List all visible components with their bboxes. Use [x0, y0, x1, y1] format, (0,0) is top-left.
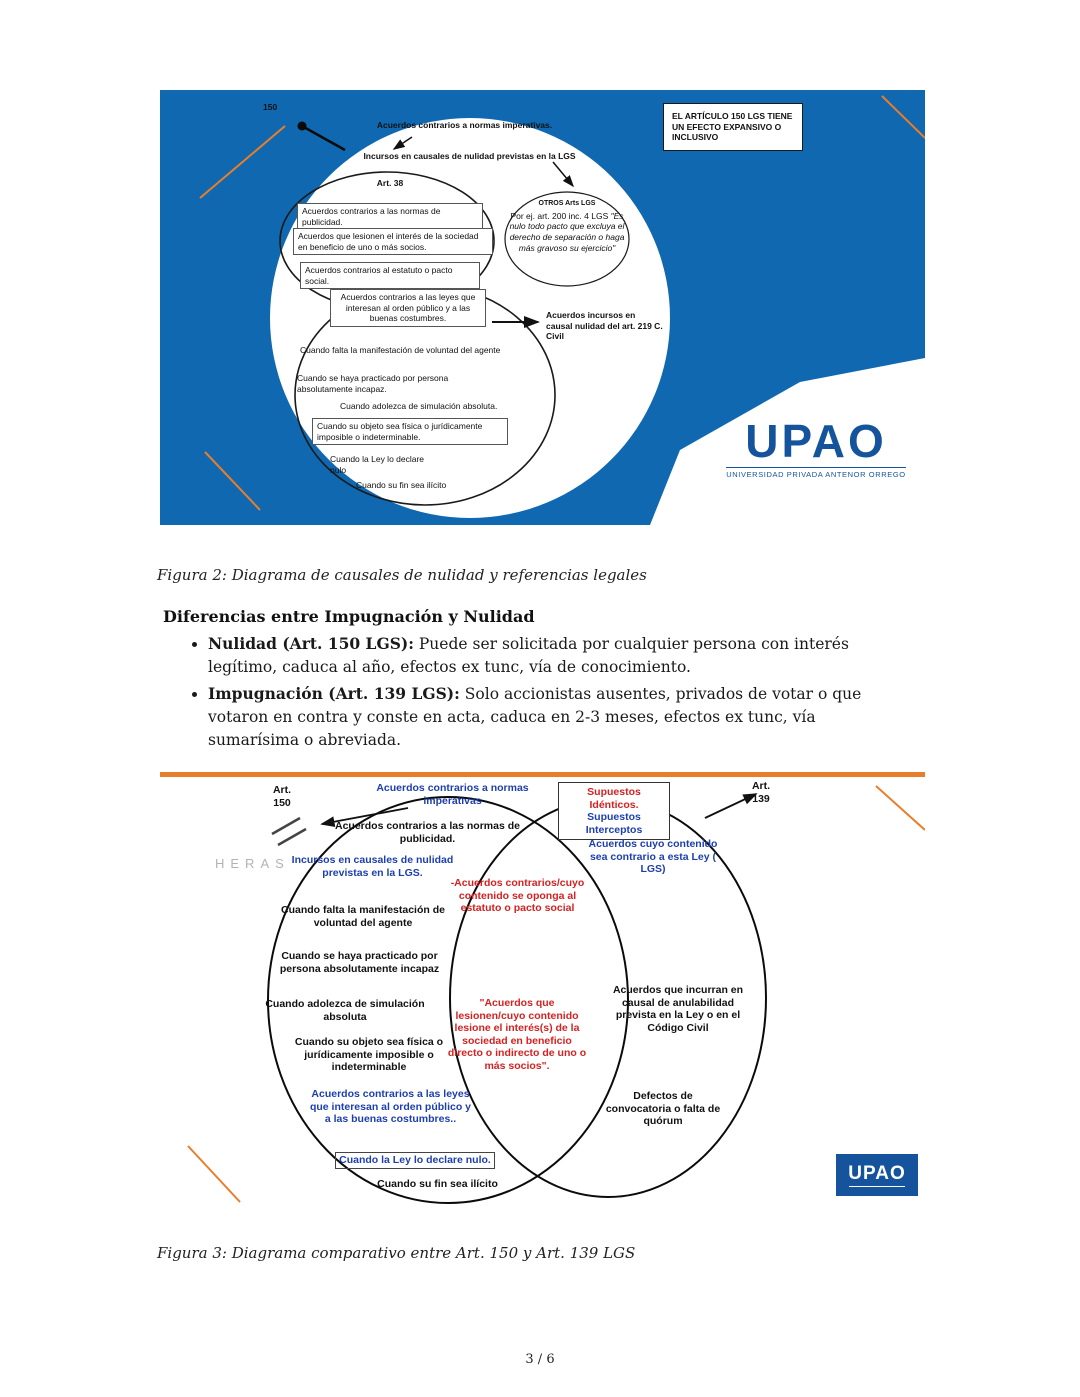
- fig2-art38-item-3: Acuerdos contrarios al estatuto o pacto social.: [300, 262, 480, 289]
- page-number: 3 / 6: [525, 1352, 555, 1367]
- fig2-otros-quote: "Es nulo todo pacto que excluya el derecho de separación o haga más gravoso su ejercicio": [509, 210, 625, 253]
- fig3-defectos-lead: Defectos de: [633, 1090, 693, 1102]
- fig3-supuestos-identicos: Supuestos Idénticos.: [587, 786, 641, 811]
- fig3-center-red-1: -Acuerdos contrarios/cuyo contenido se oponga al estatuto o pacto social: [450, 877, 585, 915]
- fig3-left-blue-3: Acuerdos contrarios a las leyes que interesan al orden público y a las buenas costumbres..: [309, 1088, 472, 1126]
- fig3-defectos-text: convocatoria o falta de quórum: [605, 1102, 721, 1128]
- fig3-left-blue-2: Incursos en causales de nulidad previstas en la LGS.: [291, 854, 454, 879]
- hash-mark: [272, 818, 300, 834]
- bullet-impugnacion: [208, 682, 892, 753]
- bullet-nulidad: [208, 632, 892, 680]
- bullet-nulidad-lead: Nulidad (Art. 150 LGS):: [208, 634, 414, 653]
- fig2-overlap-item: Acuerdos contrarios a las leyes que interesan al orden público y a las buenas costumbres.: [330, 289, 486, 327]
- orange-accent-line: [200, 126, 285, 198]
- fig2-civil-item-6: Cuando su fin sea ilícito: [356, 480, 447, 490]
- fig2-title: Acuerdos contrarios a normas imperativas.: [376, 120, 553, 130]
- fig3-left-blue-1: Acuerdos contrarios a normas imperativas: [376, 782, 529, 807]
- fig2-art38-title: Art. 38: [376, 178, 404, 188]
- fig3-left-blue-4: Cuando la Ley lo declare nulo.: [335, 1152, 495, 1169]
- orange-accent-line: [205, 452, 260, 510]
- figure-3-caption: Figura 3: Diagrama comparativo entre Art. 150 y Art. 139 LGS: [157, 1244, 636, 1262]
- fig2-civil-item-3: Cuando adolezca de simulación absoluta.: [340, 401, 498, 411]
- fig3-art150-word: Art.: [272, 784, 292, 796]
- fig3-left-black-1: Acuerdos contrarios a las normas de publicidad.: [335, 820, 520, 845]
- bullet-impugnacion-lead: Impugnación (Art. 139 LGS):: [208, 683, 460, 703]
- fig3-art-150-label: [252, 784, 312, 809]
- fig2-side-note: EL ARTÍCULO 150 LGS TIENE UN EFECTO EXPANSIVO O INCLUSIVO: [663, 103, 803, 151]
- fig2-civil-item-2: Cuando se haya practicado por persona absolutamente incapaz.: [297, 373, 449, 394]
- fig3-art139-word: Art.: [751, 780, 771, 792]
- fig3-defectos: [602, 1090, 724, 1128]
- orange-accent-line: [876, 786, 925, 830]
- upao-logo-subtitle: UNIVERSIDAD PRIVADA ANTENOR ORREGO: [726, 467, 905, 479]
- upao-logo-small-bar: [849, 1186, 905, 1187]
- fig3-left-black-2: Cuando falta la manifestación de voluntad del agente: [281, 904, 445, 929]
- fig2-civil-item-4: Cuando su objeto sea física o jurídicamente imposible o indeterminable.: [312, 418, 508, 445]
- upao-logo-text: UPAO: [745, 415, 887, 467]
- fig2-art38-item-1: Acuerdos contrarios a las normas de publicidad.: [297, 203, 483, 230]
- section-bullet-list: [186, 632, 892, 754]
- fig3-right-black-1: Acuerdos que incurran en causal de anulabilidad prevista en la Ley o en el Código Civil: [612, 984, 744, 1034]
- fig2-civil-arrow-label: Acuerdos incursos en causal nulidad del art. 219 C. Civil: [546, 310, 663, 342]
- figure-3-slide: [160, 772, 925, 1215]
- fig3-left-black-5: Cuando su objeto sea física o jurídicamente imposible o indeterminable: [294, 1036, 444, 1074]
- fig2-civil-item-5: Cuando la Ley lo declare nulo: [330, 454, 425, 475]
- fig3-art150-number: 150: [273, 796, 291, 809]
- section-heading: Diferencias entre Impugnación y Nulidad: [163, 607, 535, 626]
- fig2-otros-text: Por ej. art. 200 inc. 4 LGS: [510, 210, 611, 221]
- fig2-art38-item-2: Acuerdos que lesionen el interés de la sociedad en beneficio de uno o más socios.: [293, 228, 493, 255]
- marker-line: [302, 126, 345, 150]
- fig3-art-139-label: [730, 780, 792, 805]
- fig2-subtitle: Incursos en causales de nulidad previstas en la LGS: [363, 151, 576, 161]
- orange-accent-line: [188, 1146, 240, 1202]
- upao-logo: [710, 415, 922, 482]
- fig3-right-blue-1: Acuerdos cuyo contenido sea contrario a esta Ley ( LGS): [588, 838, 718, 876]
- hash-mark: [278, 829, 306, 845]
- fig3-supuestos-box: [558, 782, 670, 840]
- fig3-left-black-6: Cuando su fin sea ilícito: [377, 1178, 498, 1190]
- heras-watermark: HERAS: [215, 856, 290, 871]
- slide-marker-150: 150: [263, 102, 278, 112]
- figure-2-caption: Figura 2: Diagrama de causales de nulidad y referencias legales: [157, 566, 647, 584]
- figure-3-diagram-shapes: [160, 772, 925, 1215]
- fig3-center-red-2: "Acuerdos que lesionen/cuyo contenido lesione el interés(s) de la sociedad en beneficio directo o indirecto de uno o más socios".: [447, 997, 587, 1072]
- fig2-civil-item-1: Cuando falta la manifestación de voluntad del agente: [300, 345, 501, 355]
- fig2-otros-oval-text: [507, 200, 627, 253]
- orange-accent-line: [882, 96, 925, 138]
- fig3-left-black-4: Cuando adolezca de simulación absoluta: [265, 998, 425, 1023]
- bullet-impugnacion-text: Solo accionistas ausentes, privados de votar o que votaron en contra y conste en acta, caduca en 2-3 meses, efectos ex tunc, vía sumarísima o abreviada.: [208, 684, 862, 749]
- figure-2-slide: [160, 90, 925, 525]
- upao-logo-small-text: UPAO: [848, 1162, 906, 1184]
- fig3-left-black-3: Cuando se haya practicado por persona absolutamente incapaz: [279, 950, 440, 975]
- fig3-supuestos-interceptos: Supuestos Interceptos: [585, 811, 643, 836]
- upao-logo-small: [836, 1154, 918, 1196]
- fig3-art139-number: 139: [752, 792, 770, 805]
- bullet-nulidad-text: Puede ser solicitada por cualquier persona con interés legítimo, caduca al año, efectos ex tunc, vía de conocimiento.: [208, 635, 849, 677]
- fig2-otros-title: OTROS Arts LGS: [538, 200, 596, 207]
